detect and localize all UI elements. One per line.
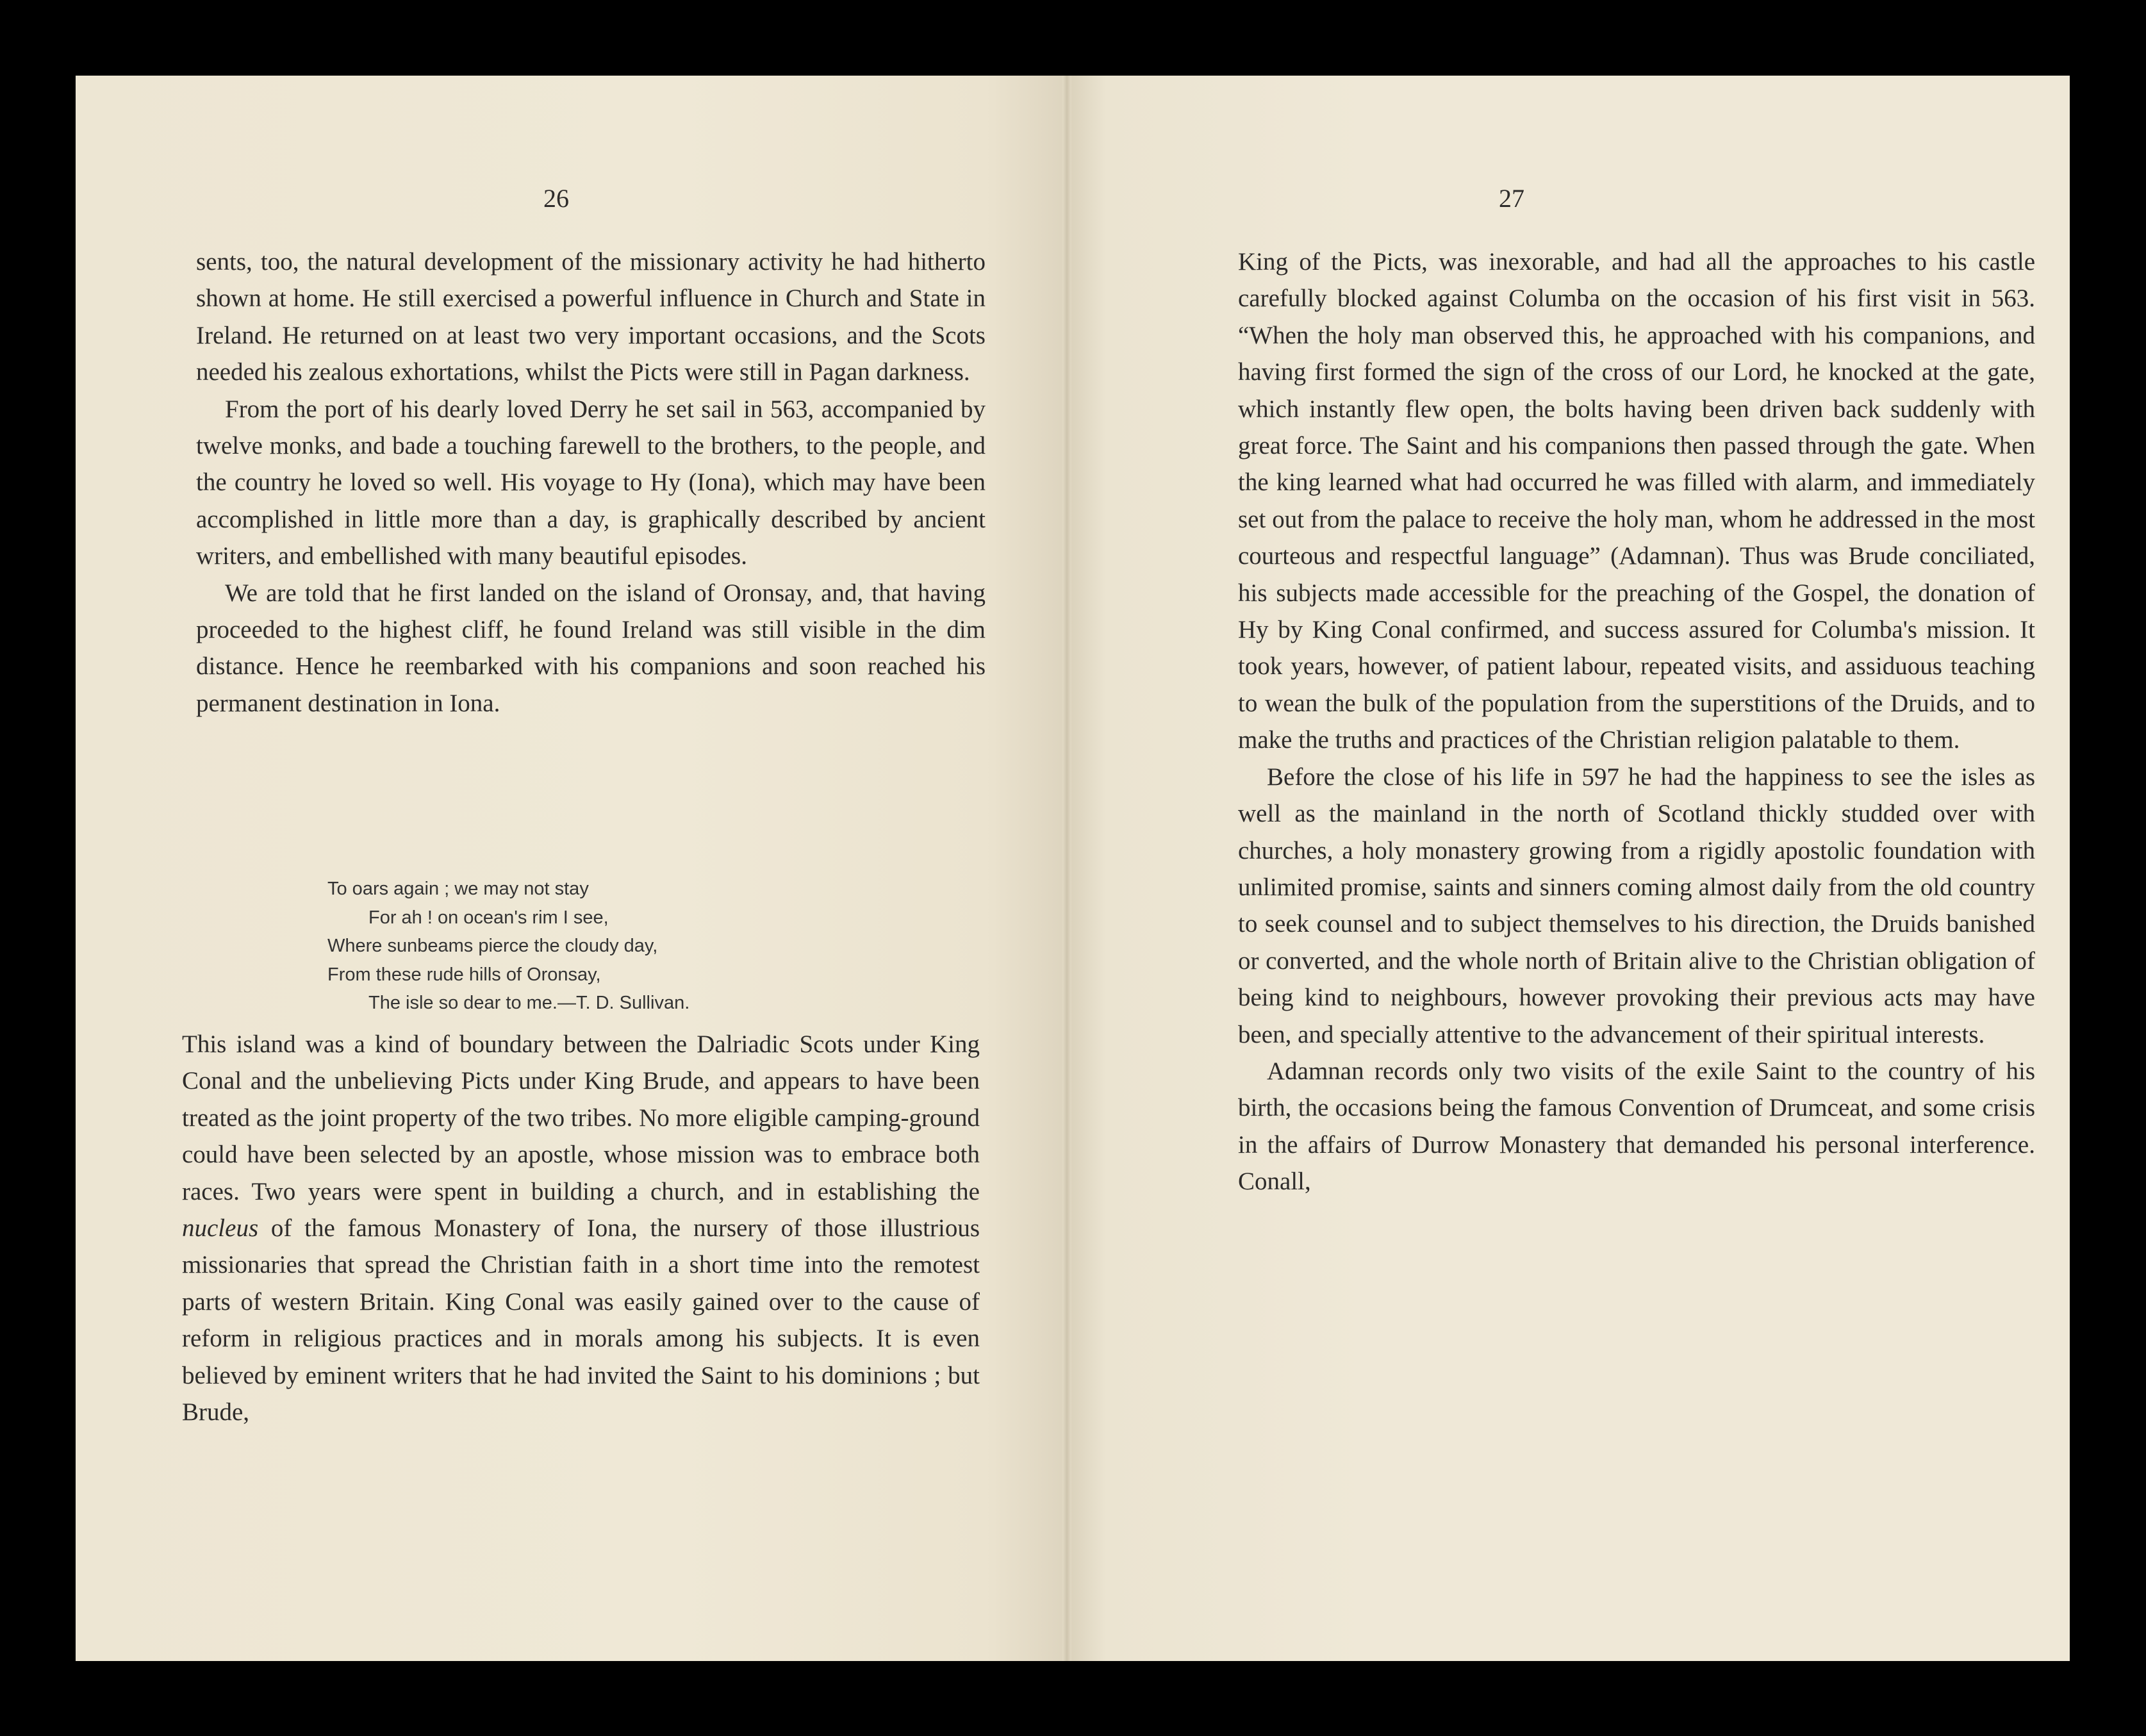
paragraph-part: This island was a kind of boundary between the Dalriadic Scots under King Conal and the unbelieving Picts under King Brude, and appears to have been treated as the joint property of the two tribes. No more eligible camping-ground could have been selected by an apostle, whose mission was to embrace both races. Two years were spent in building a church, and in establishing the: [182, 1030, 980, 1205]
paragraph: Adamnan records only two visits of the exile Saint to the country of his birth, the occasions being the famous Convention of Drumceat, and some crisis in the affairs of Durrow Monastery that demanded his personal interference. Conall,: [1238, 1057, 2035, 1196]
book-spread: [76, 76, 2070, 1661]
poem-line: To oars again ; we may not stay: [327, 879, 589, 899]
left-page: [76, 76, 1066, 1661]
poem-quote: [327, 875, 814, 1018]
page-number-right: 27: [1499, 184, 1524, 213]
paragraph: From the port of his dearly loved Derry he set sail in 563, accompanied by twelve monks, and bade a touching farewell to the brothers, to the people, and the country he loved so well. His voyage to Hy (Iona), which may have been accomplished in little more than a day, is graphically described by ancient writers, and embellished with many beautiful episodes.: [196, 395, 986, 570]
paragraph: We are told that he first landed on the island of Oronsay, and, that having proceeded to the highest cliff, he found Ireland was still visible in the dim distance. Hence he reembarked with his companions and soon reached his permanent destination in Iona.: [196, 579, 986, 717]
book-gutter: [1062, 76, 1071, 1661]
italic-term: nucleus: [182, 1214, 259, 1243]
left-body-text: [196, 244, 986, 722]
poem-line: For ah ! on ocean's rim I see,: [368, 907, 609, 928]
poem-line-attribution: The isle so dear to me.—T. D. Sullivan.: [368, 993, 690, 1013]
paragraph-part: of the famous Monastery of Iona, the nursery of those illustrious missionaries that spread the Christian faith in a short time into the remotest parts of western Britain. King Conal was easily gained over to the cause of reform in religious practices and in morals among his subjects. It is even believed by eminent writers that he had invited the Saint to his dominions ; but Brude,: [182, 1214, 980, 1426]
page-number-left: 26: [543, 184, 569, 213]
left-body-text-continued: [182, 1026, 980, 1430]
paragraph: King of the Picts, was inexorable, and had all the approaches to his castle carefully blocked against Columba on the occasion of his first visit in 563. “When the holy man observed this, he approached with his companions, and having first formed the sign of the cross of our Lord, he knocked at the gate, which instantly flew open, the bolts having been driven back suddenly with great force. The Saint and his companions then passed through the gate. When the king learned what had occurred he was filled with alarm, and immediately set out from the palace to receive the holy man, whom he addressed in the most courteous and respectful language” (Adamnan). Thus was Brude conciliated, his subjects made accessible for the preaching of the Gospel, the donation of Hy by King Conal confirmed, and success assured for Columba's mission. It took years, however, of patient labour, repeated visits, and assiduous teaching to wean the bulk of the population from the superstitions of the Druids, and to make the truths and practices of the Christian religion palatable to them.: [1238, 248, 2035, 754]
paragraph: sents, too, the natural development of the missionary activity he had hitherto shown at home. He still exercised a powerful influence in Church and State in Ireland. He returned on at least two very important occasions, and the Scots needed his zealous exhortations, whilst the Picts were still in Pagan darkness.: [196, 248, 986, 386]
paragraph: Before the close of his life in 597 he had the happiness to see the isles as well as the mainland in the north of Scotland thickly studded over with churches, a holy monastery growing from a rigidly apostolic foundation with unlimited promise, saints and sinners coming almost daily from the old country to seek counsel and to subject themselves to his direction, the Druids banished or converted, and the whole north of Britain alive to the Christian obligation of being kind to neighbours, however provoking their previous acts may have been, and specially attentive to the advancement of their spiritual interests.: [1238, 763, 2035, 1048]
paragraph: [182, 1026, 980, 1430]
right-body-text: [1238, 244, 2035, 1200]
right-page: [1066, 76, 2070, 1661]
poem-line: Where sunbeams pierce the cloudy day,: [327, 936, 658, 956]
poem-line: From these rude hills of Oronsay,: [327, 964, 601, 985]
